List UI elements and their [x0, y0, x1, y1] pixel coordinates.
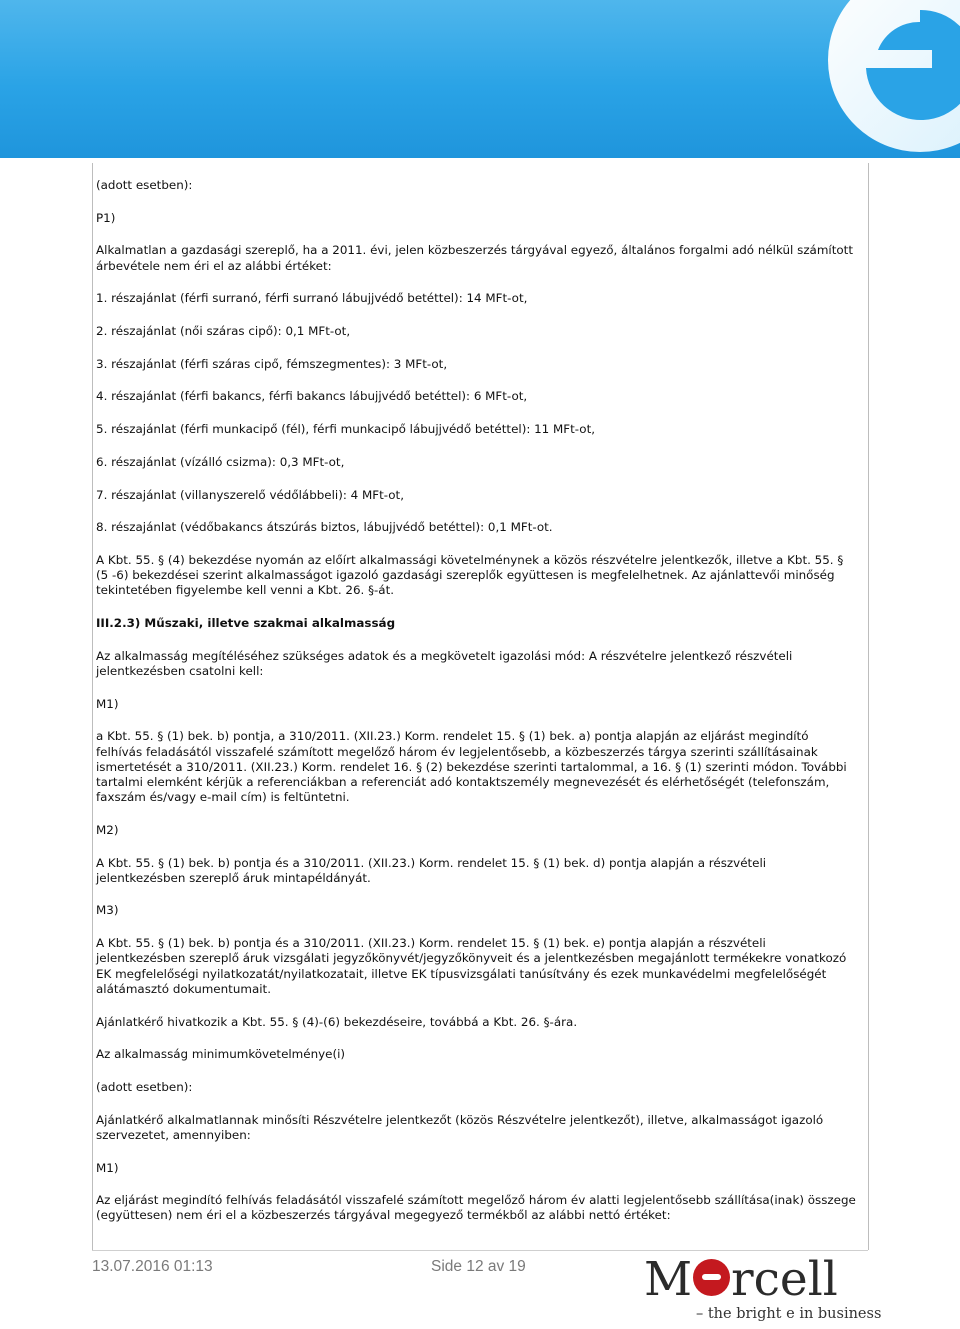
section-heading: III.2.3) Műszaki, illetve szakmai alkalmasság [96, 616, 396, 631]
paragraph: P1) [96, 210, 116, 225]
paragraph: Az eljárást megindító felhívás feladásától visszafelé számított megelőző három év alatti legjelentősebb szállítása(inak) összege (együttesen) nem éri el a közbeszerzés tárgyával megegyező termékből az alábbi nettó értéket: [96, 1193, 856, 1223]
e-logo-icon [800, 0, 960, 158]
paragraph: A Kbt. 55. § (1) bek. b) pontja és a 310/2011. (XII.23.) Korm. rendelet 15. § (1) bek. d) pontja alapján a részvételi jelentkezésben szereplő áruk mintapéldányát. [96, 855, 767, 885]
paragraph: 7. részajánlat (villanyszerelő védőlábbeli): 4 MFt-ot, [96, 487, 404, 502]
paragraph: M1) [96, 1160, 119, 1175]
logo-tagline: – the bright e in business [696, 1306, 882, 1322]
paragraph: 3. részajánlat (férfi száras cipő, fémszegmentes): 3 MFt-ot, [96, 356, 448, 371]
paragraph: (adott esetben): [96, 178, 193, 192]
logo-wordmark [644, 1254, 838, 1306]
paragraph: a Kbt. 55. § (1) bek. b) pontja, a 310/2011. (XII.23.) Korm. rendelet 15. § (1) bek. a) pontja alapján az eljárást megindító felhívás feladásától visszafelé számított megelőző három év legjelentősebb, a közbeszerzés tárgya szerinti szállításainak ismertetését a 310/2011. (XII.23.) Korm. rendelet 16. § (2) bekezdése szerinti tartalommal, a 16. § (1) szerinti módon. További tartalmi elemként kérjük a referenciákban a referenciát adó kontaktszemély megnevezését és elérhetőségét (telefonszám, faxszám és/vagy e-mail cím) is feltüntetni. [96, 729, 847, 805]
paragraph: Az alkalmasság megítéléséhez szükséges adatok és a megkövetelt igazolási mód: A részvételre jelentkező részvételi jelentkezésben csatolni kell: [96, 648, 793, 678]
header-band [0, 0, 960, 158]
paragraph: A Kbt. 55. § (4) bekezdése nyomán az előírt alkalmassági követelménynek a közös részvételre jelentkezők, illetve a Kbt. 55. § (5 -6) bekezdései szerint alkalmasságot igazoló gazdasági szereplők együttesen is megfelelhetnek. Az ajánlattevői minőség tekintetében figyelembe kell venni a Kbt. 26. §-át. [96, 552, 844, 598]
paragraph: 2. részajánlat (női száras cipő): 0,1 MFt-ot, [96, 324, 351, 339]
paragraph: 4. részajánlat (férfi bakancs, férfi bakancs lábujjvédő betéttel): 6 MFt-ot, [96, 389, 528, 404]
paragraph: A Kbt. 55. § (1) bek. b) pontja és a 310/2011. (XII.23.) Korm. rendelet 15. § (1) bek. e) pontja alapján a részvételi jelentkezésben szereplő áruk vizsgálati jegyzőkönyvét/jegyzőkönyveit és a jelentkezésben megajánlott termékekre vonatkozó EK megfelelőségi nyilatkozatát/nyilatkozatait, illetve EK típusvizsgálati tanúsítvány és ezek munkavédelmi megfelelőségét alátámasztó dokumentumait. [96, 936, 847, 996]
paragraph: M1) [96, 696, 119, 711]
footer-date: 13.07.2016 01:13 [92, 1258, 213, 1275]
paragraph: Az alkalmasság minimumkövetelménye(i) [96, 1047, 346, 1062]
paragraph: Alkalmatlan a gazdasági szereplő, ha a 2011. évi, jelen közbeszerzés tárgyával egyező, általános forgalmi adó nélkül számított árbevétele nem éri el az alábbi értéket: [96, 243, 853, 273]
footer-divider [92, 1250, 868, 1251]
paragraph: Ajánlatkérő alkalmatlannak minősíti Részvételre jelentkezőt (közös Részvételre jelentkezőt), illetve, alkalmasságot igazoló szervezetet, amennyiben: [96, 1112, 824, 1142]
paragraph: M2) [96, 822, 119, 837]
logo-word-start: M [644, 1252, 693, 1307]
marcell-logo [644, 1252, 882, 1326]
logo-e-icon [693, 1259, 730, 1296]
paragraph: 8. részajánlat (védőbakancs átszúrás biztos, lábujjvédő betéttel): 0,1 MFt-ot. [96, 520, 553, 535]
paragraph: Ajánlatkérő hivatkozik a Kbt. 55. § (4)-(6) bekezdéseire, továbbá a Kbt. 26. §-ára. [96, 1014, 578, 1029]
paragraph: 5. részajánlat (férfi munkacipő (fél), férfi munkacipő lábujjvédő betéttel): 11 MFt-ot, [96, 422, 596, 437]
paragraph: 1. részajánlat (férfi surranó, férfi surranó lábujjvédő betéttel): 14 MFt-ot, [96, 291, 528, 306]
paragraph: (adott esetben): [96, 1079, 193, 1094]
logo-word-end: rcell [731, 1252, 838, 1307]
footer-page-number: Side 12 av 19 [431, 1258, 526, 1275]
paragraph: M3) [96, 903, 119, 918]
paragraph: 6. részajánlat (vízálló csizma): 0,3 MFt-ot, [96, 454, 345, 469]
document-body [96, 178, 858, 1241]
